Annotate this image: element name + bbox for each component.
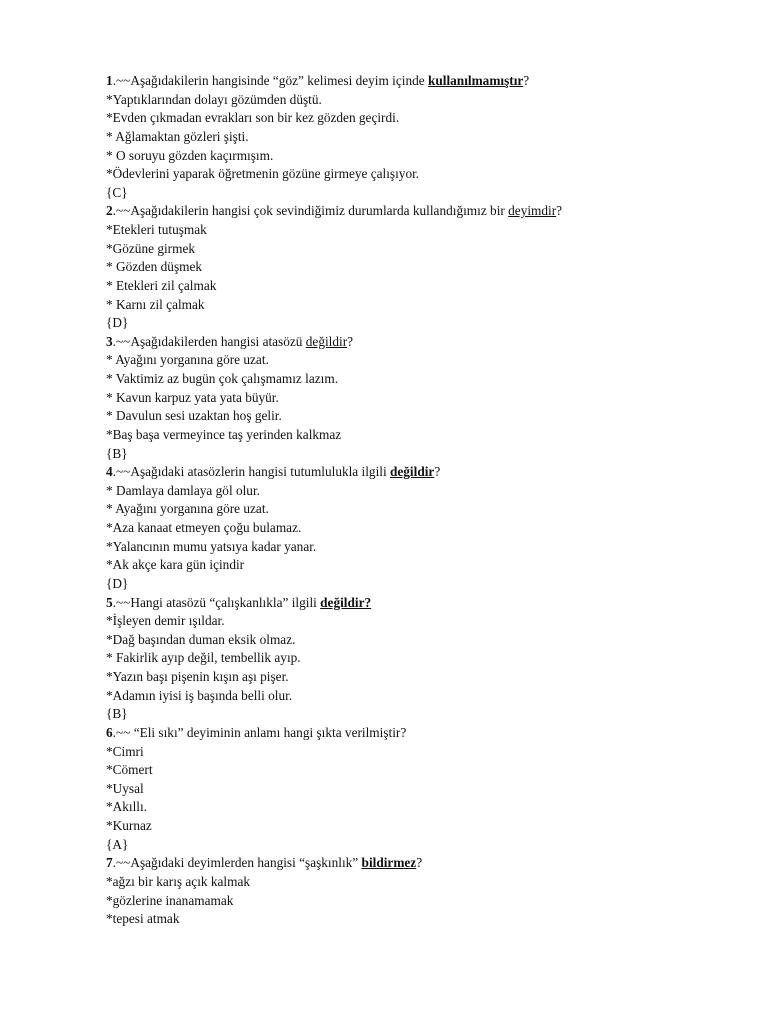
answer-option: * Damlaya damlaya göl olur. [106, 482, 260, 498]
answer-key: {D} [106, 575, 129, 591]
answer-key: {A} [106, 836, 129, 852]
answer-option: *Baş başa vermeyince taş yerinden kalkmaz [106, 426, 342, 442]
question-emphasis: değildir [305, 333, 348, 349]
question-2-text [106, 202, 746, 221]
answer-option: * Davulun sesi uzaktan hoş gelir. [106, 408, 282, 424]
answer-option: *Aza kanaat etmeyen çoğu bulamaz. [106, 520, 302, 535]
answer-key: {C} [106, 184, 128, 200]
question-number: 7 [106, 855, 113, 871]
answer-option: *Cömert [106, 762, 153, 778]
answer-option: *Yazın başı pişenin kışın aşı pişer. [106, 669, 289, 684]
answer-option: *Kurnaz [106, 818, 152, 833]
question-tail: ? [434, 464, 441, 480]
question-stem: .~~Aşağıdakilerin hangisi çok sevindiğimiz durumlarda kullandığımız bir [112, 203, 509, 219]
question-7-text [106, 854, 746, 873]
answer-option: *Ödevlerini yaparak öğretmenin gözüne girmeye çalışıyor. [106, 166, 420, 182]
answer-option: *Adamın iyisi iş başında belli olur. [106, 687, 293, 703]
answer-option: * Karnı zil çalmak [106, 296, 205, 312]
answer-option: *ağzı bir karış açık kalmak [106, 873, 250, 889]
answer-option: *Akıllı. [106, 799, 148, 815]
question-4-text [106, 463, 746, 482]
question-emphasis: deyimdir [508, 203, 557, 219]
answer-option: *Yaptıklarından dolayı gözümden düştü. [106, 91, 322, 107]
answer-option: * Gözden düşmek [106, 259, 203, 275]
question-6-text [106, 724, 746, 743]
answer-key: {B} [106, 445, 128, 461]
answer-key: {B} [106, 706, 128, 722]
question-stem: .~~Aşağıdaki deyimlerden hangisi “şaşkınlık” [112, 855, 362, 871]
answer-option: *Cimri [106, 743, 144, 759]
question-emphasis: değildir? [320, 594, 372, 610]
question-emphasis: değildir [389, 464, 435, 480]
question-number: 4 [106, 464, 113, 480]
question-emphasis: bildirmez [361, 855, 417, 871]
answer-option: * Ağlamaktan gözleri şişti. [106, 128, 249, 144]
answer-option: *Evden çıkmadan evrakları son bir kez gözden geçirdi. [106, 110, 400, 126]
question-5-text [106, 594, 746, 613]
question-tail: ? [347, 333, 354, 349]
answer-option: *tepesi atmak [106, 911, 180, 927]
question-tail: ? [416, 855, 423, 871]
answer-option: * Kavun karpuz yata yata büyür. [106, 389, 279, 405]
answer-option: *Uysal [106, 780, 144, 796]
question-number: 5 [106, 594, 113, 610]
question-tail: ? [523, 73, 530, 88]
question-1-text [106, 72, 746, 91]
answer-option: *İşleyen demir ışıldar. [106, 613, 225, 629]
answer-option: * O soruyu gözden kaçırmışım. [106, 147, 274, 163]
question-number: 3 [106, 333, 113, 349]
question-stem: .~~Aşağıdakilerin hangisinde “göz” kelimesi deyim içinde [112, 73, 428, 88]
answer-option: *Ak akçe kara gün içindir [106, 557, 245, 573]
answer-option: * Etekleri zil çalmak [106, 277, 217, 293]
question-number: 2 [106, 203, 113, 219]
question-stem: .~~Aşağıdakilerden hangisi atasözü [112, 333, 306, 349]
question-emphasis: kullanılmamıştır [427, 73, 524, 88]
question-3-text [106, 333, 746, 352]
question-number: 6 [106, 724, 113, 740]
answer-option: *Etekleri tutuşmak [106, 222, 207, 237]
answer-key: {D} [106, 315, 129, 331]
answer-option: *Yalancının mumu yatsıya kadar yanar. [106, 538, 317, 554]
answer-option: * Ayağını yorganına göre uzat. [106, 352, 269, 368]
answer-option: * Ayağını yorganına göre uzat. [106, 501, 269, 517]
question-number: 1 [106, 73, 113, 88]
question-document [106, 72, 746, 929]
answer-option: *gözlerine inanamamak [106, 892, 234, 908]
question-stem: .~~Aşağıdaki atasözlerin hangisi tutumlulukla ilgili [112, 464, 390, 480]
answer-option: *Gözüne girmek [106, 240, 195, 256]
answer-option: * Fakirlik ayıp değil, tembellik ayıp. [106, 650, 301, 666]
question-stem: .~~Hangi atasözü “çalışkanlıkla” ilgili [112, 594, 321, 610]
question-stem: .~~ “Eli sıkı” deyiminin anlamı hangi şıkta verilmiştir? [112, 724, 407, 740]
question-tail: ? [556, 203, 563, 219]
answer-option: *Dağ başından duman eksik olmaz. [106, 631, 296, 647]
answer-option: * Vaktimiz az bugün çok çalışmamız lazım. [106, 371, 339, 386]
